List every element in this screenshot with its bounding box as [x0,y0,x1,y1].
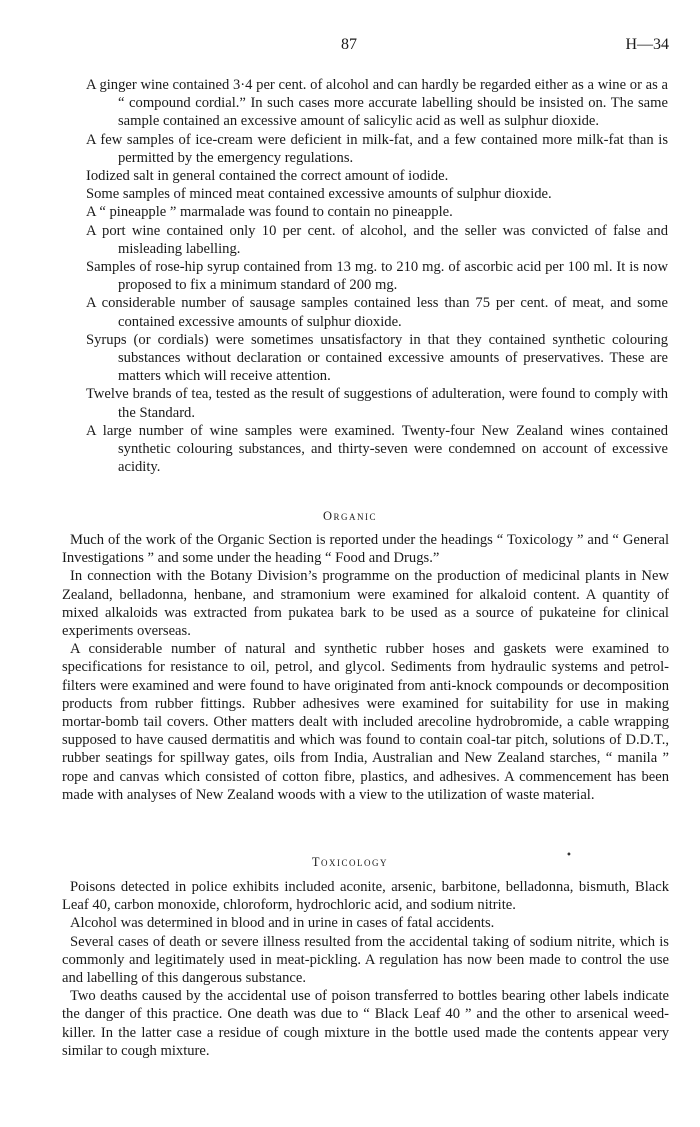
entry-syrups: Syrups (or cordials) were sometimes unsatisfactory in that they contained synthetic colouring substances without declaration or contained excessive amounts of preservatives. These are matters which will receive attention. [86,331,668,385]
page-header [0,36,700,56]
entry-rose-hip-syrup: Samples of rose-hip syrup contained from 13 mg. to 210 mg. of ascorbic acid per 100 ml. It is now proposed to fix a minimum standard of 200 mg. [86,259,668,294]
organic-section-body [62,531,669,804]
section-heading-toxicology: Toxicology [311,855,389,869]
entry-wine-samples: A large number of wine samples were examined. Twenty-four New Zealand wines contained synthetic colouring substances, and thirty-seven were condemned on account of excessive acidity. [86,422,668,476]
toxicology-paragraph: Poisons detected in police exhibits included aconite, arsenic, barbitone, belladonna, bismuth, Black Leaf 40, carbon monoxide, chloroform, hydrochloric acid, and sodium nitrite. [62,879,669,914]
toxicology-section-body [62,878,669,1060]
organic-paragraph: A considerable number of natural and synthetic rubber hoses and gaskets were examined to specifications for resistance to oil, petrol, and glycol. Sediments from hydraulic systems and petrol-filters were examined and were found to have originated from anti-knock compounds or decomposition products from rubber fittings. Rubber adhesives were examined for suitability for use in making mortar-bomb tail covers. Other matters dealt with included arecoline hydrobromide, a cable wrapping supposed to have caused dermatitis and which was found to contain coal-tar pitch, solutions of D.D.T., rubber seatings for spillway gates, oils from India, Australian and New Zealand starches, “ manila ” rope and canvas which consisted of cotton fibre, plastics, and adhesives. A commencement has been made with analyses of New Zealand woods with a view to the utilization of waste material. [62,641,669,803]
entry-tea: Twelve brands of tea, tested as the result of suggestions of adulteration, were found to comply with the Standard. [86,386,668,421]
toxicology-paragraph: Several cases of death or severe illness resulted from the accidental taking of sodium nitrite, which is commonly and legitimately used in meat-pickling. A regulation has now been made to control the use and labelling of this dangerous substance. [62,933,669,987]
toxicology-paragraph: Alcohol was determined in blood and in urine in cases of fatal accidents. [70,915,495,932]
food-drugs-entries [86,76,668,476]
entry-port-wine: A port wine contained only 10 per cent. of alcohol, and the seller was convicted of false and misleading labelling. [86,222,668,257]
section-heading-organic: Organic [322,509,378,523]
entry-iodized-salt: Iodized salt in general contained the correct amount of iodide. [86,168,449,185]
entry-ice-cream: A few samples of ice-cream were deficient in milk-fat, and a few contained more milk-fat than is permitted by the emergency regulations. [86,131,668,166]
organic-paragraph: Much of the work of the Organic Section is reported under the headings “ Toxicology ” and “ General Investigations ” and some under the heading “ Food and Drugs.” [62,532,669,567]
entry-ginger-wine: A ginger wine contained 3·4 per cent. of alcohol and can hardly be regarded either as a wine or as a “ compound cordial.” In such cases more accurate labelling should be insisted on. The same sample contained an excessive amount of salicylic acid as well as sulphur dioxide. [86,77,668,130]
organic-paragraph: In connection with the Botany Division’s programme on the production of medicinal plants in New Zealand, belladonna, henbane, and stramonium were examined for alkaloid content. A quantity of mixed alkaloids was extracted from pukatea bark to be used as a source of pukateine for clinical experiments overseas. [62,568,669,640]
document-reference: H—34 [625,36,669,53]
toxicology-paragraph: Two deaths caused by the accidental use of poison transferred to bottles bearing other labels indicate the danger of this practice. One death was due to “ Black Leaf 40 ” and the other to arsenical weed-killer. In the latter case a residue of cough mixture in the bottle used made the contents appear very similar to cough mixture. [62,988,669,1059]
entry-minced-meat: Some samples of minced meat contained excessive amounts of sulphur dioxide. [86,186,552,203]
entry-pineapple-marmalade: A “ pineapple ” marmalade was found to contain no pineapple. [86,204,453,221]
entry-sausage: A considerable number of sausage samples contained less than 75 per cent. of meat, and some contained excessive amounts of sulphur dioxide. [86,295,668,330]
print-mark: • [566,850,572,861]
page-number: 87 [341,36,357,53]
